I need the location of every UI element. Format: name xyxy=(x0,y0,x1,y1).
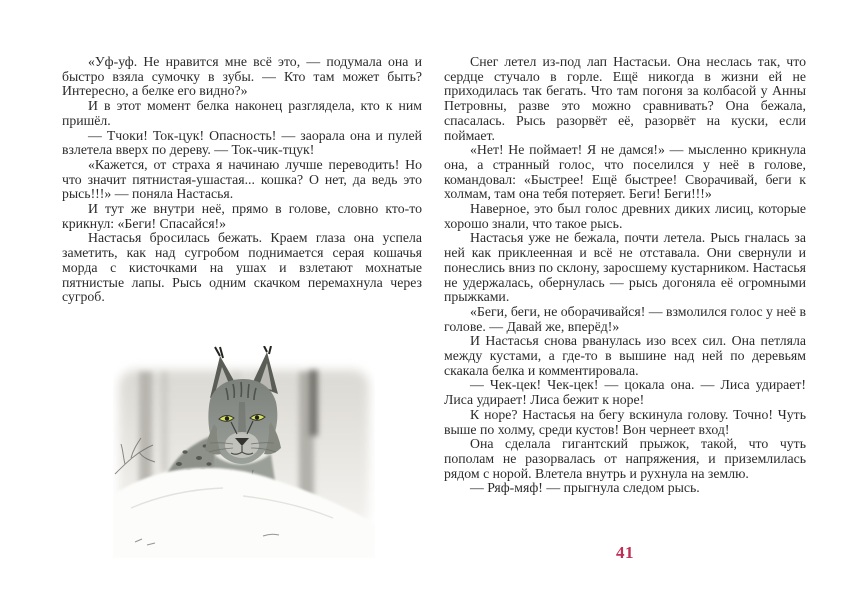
paragraph: — Чек-цек! Чек-цек! — цокала она. — Лиса удирает! Лиса удирает! Лиса бежит к норе! xyxy=(444,377,806,408)
paragraph: И в этот момент белка наконец разглядела, кто к ним пришёл. xyxy=(62,98,422,128)
paragraph: Наверное, это был голос древних диких лисиц, которые хорошо знали, что такое рысь. xyxy=(444,201,806,231)
paragraph: Настасья уже не бежала, почти летела. Рысь гналась за ней как приклеенная и всё не отставала. Они свернули и понеслись вниз по склону, заросшему кустарником. Настасья не удержалась, обернулась — рысь догоняла её огромными прыжками. xyxy=(444,230,806,305)
left-ear-tuft xyxy=(215,347,223,358)
paragraph: — Тчоки! Ток-цук! Опасность! — заорала она и пулей взлетела вверх по дереву. — Ток-чик-тцук! xyxy=(62,127,422,158)
lynx-drawing xyxy=(113,346,375,558)
paragraph: «Кажется, от страха я начинаю лучше переводить! Но что значит пятнистая-ушастая... кошка? О нет, да ведь это рысь!!!» — поняла Настасья. xyxy=(62,156,422,202)
paragraph: Она сделала гигантский прыжок, такой, что чуть пополам не разорвалась от напряжения, и приземлилась рядом с норой. Влетела внутрь и рухнула на землю. xyxy=(444,436,806,481)
lynx-illustration xyxy=(113,346,375,558)
page-number: 41 xyxy=(616,543,634,562)
right-ear-tuft xyxy=(264,346,271,354)
paragraph: И Настасья снова рванулась изо всех сил. Она петляла между кустами, а где-то в вышине над ней по деревьям скакала белка и комментировала. xyxy=(444,333,806,378)
lynx-head xyxy=(205,346,281,464)
paragraph: — Ряф-мяф! — прыгнула следом рысь. xyxy=(470,480,700,496)
paragraph: «Нет! Не поймает! Я не дамся!» — мысленно крикнула она, а странный голос, что поселился у неё в голове, командовал: «Быстрее! Ещё быстрее! Сворачивай, беги к холмам, там она тебя потеряет. Беги! Беги!!!» xyxy=(444,142,806,202)
paragraph: «Уф-уф. Не нравится мне всё это, — подумала она и быстро взяла сумочку в зубы. — Кто там может быть? Интересно, а белке его видно?» xyxy=(62,54,422,99)
paragraph: И тут же внутри неё, прямо в голове, словно кто-то крикнул: «Беги! Спасайся!» xyxy=(62,201,422,231)
left-page xyxy=(62,55,422,305)
paragraph: Настасья бросилась бежать. Краем глаза она успела заметить, как над сугробом поднимается серая кошачья морда с кисточками на ушах и взлетают мохнатые пятнистые лапы. Рысь одним скачком перемахнула через сугроб. xyxy=(62,230,422,305)
paragraph: «Беги, беги, не оборачивайся! — взмолился голос у неё в голове. — Давай же, вперёд!» xyxy=(444,303,806,334)
right-page xyxy=(444,55,806,496)
paragraph: Снег летел из-под лап Настасьи. Она неслась так, что сердце стучало в горле. Ещё никогда в жизни ей не приходилась так бегать. Что там погоня за колбасой у Анны Петровны, разве это можно сравнивать? Она бежала, спасалась. Рысь разорвёт её, разорвёт на куски, если поймает. xyxy=(444,54,806,143)
paragraph: К норе? Настасья на бегу вскинула голову. Точно! Чуть выше по холму, среди кустов! Вон чернеет вход! xyxy=(444,406,806,437)
